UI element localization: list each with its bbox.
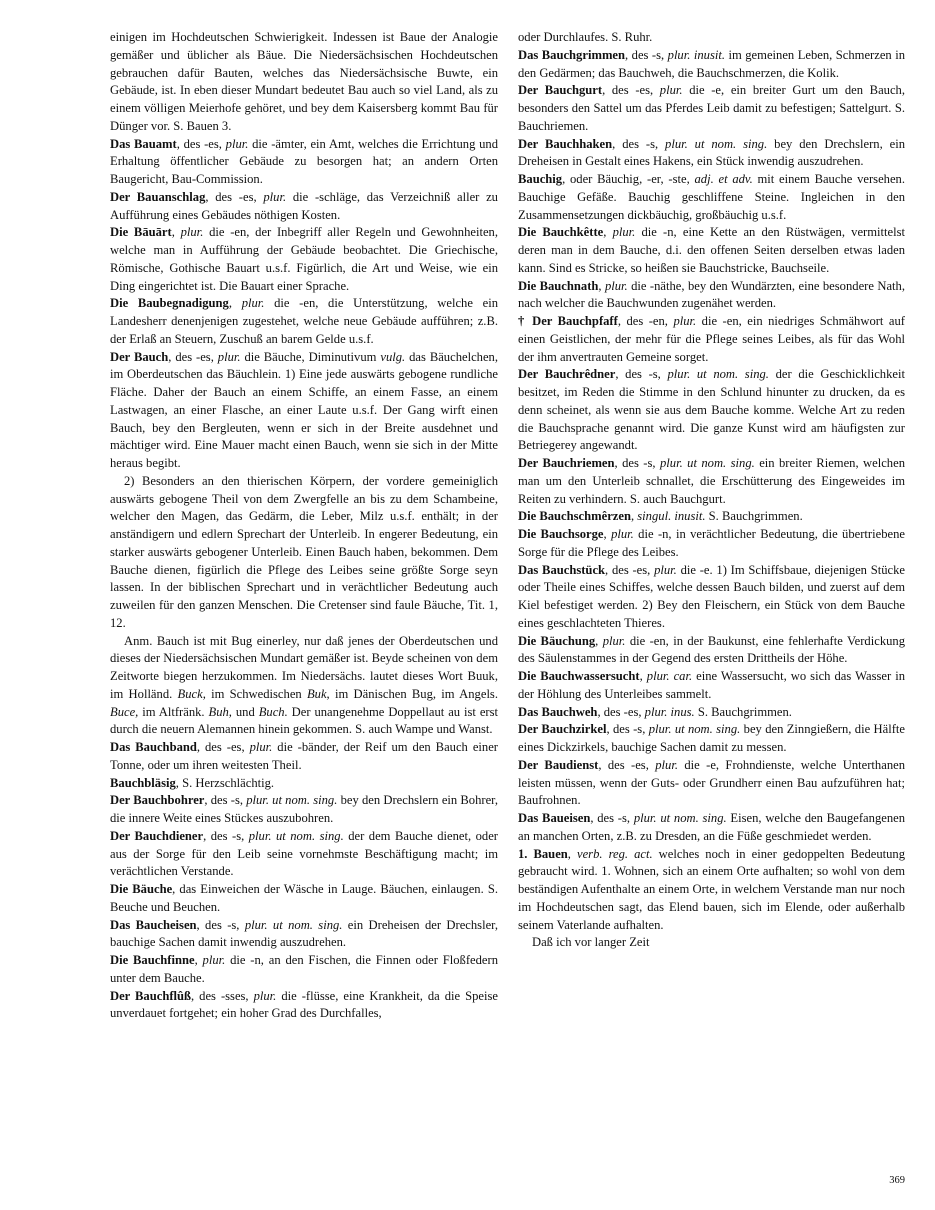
headword: Die Bäuche	[110, 882, 173, 896]
entry-text: , des -es,	[605, 562, 655, 577]
entry-text: , des -es,	[168, 349, 218, 364]
grammar-note: plur.	[612, 225, 636, 240]
entry-text: bey den Zinngießern, die Hälfte eines Dickzirkels, bauchige Sachen damit zu messen.	[518, 722, 905, 754]
dictionary-entry	[110, 29, 498, 136]
left-column	[110, 29, 498, 1023]
grammar-note: plur.	[611, 527, 634, 541]
dictionary-entry	[110, 189, 498, 225]
entry-text: , des -sses,	[191, 988, 254, 1003]
headword: Der Bauchbohrer	[110, 793, 205, 808]
entry-text: Anm. Bauch ist mit Bug einerley, nur daß jenes der Oberdeutschen und dieses der Niedersächsischen Mundart gemäßer ist. Beyde scheinen von dem Zeitworte biegen herzukommen. Im Niedersächs. lautet dieses Wort Buuk, im Holländ.	[110, 633, 498, 701]
grammar-note: plur.	[654, 562, 677, 577]
dictionary-entry	[110, 988, 498, 1024]
entry-text: ein breiter Riemen, welchen man um den Unterleib schnallet, die Erschütterung des Eingeweides im Reiten zu verhindern. S. auch Bauchgurt.	[518, 456, 905, 506]
entry-text: das Bäuchelchen, im Oberdeutschen das Bäuchlein. 1) Eine jede auswärts gebogene rundliche Fläche. Daher der Bauch an einem Schiffe, an einem Fasse, an einem Lastwagen, an einer Flasche, an einer Laute u.s.f. Der Gang wirft einen Bauch, bey den Bergleuten, wenn er sich in der Breite ausdehnet und mächtiger wird. Eine Mauer macht einen Bauch, wenn sie sich in der Mitte heraus begibt.	[110, 349, 498, 470]
entry-text: welches noch in einer gedoppelten Bedeutung gebraucht wird. 1. Wohnen, sich an einem Orte aufhalten; so wohl von dem beständigen Aufenthalte an einem Orte, in welchem Verstande man nur noch im Hochdeutschen sagt, das Elend bauen, sich im Elende, oder außerhalb seinem Vaterlande aufhalten.	[518, 846, 906, 932]
dictionary-entry	[518, 562, 905, 633]
entry-text: , das Einweichen der Wäsche in Lauge. Bäuchen, einlaugen. S. Beuche und Beuchen.	[110, 882, 498, 914]
grammar-note: plur. ut nom. sing.	[648, 722, 741, 737]
headword: Die Bauchsorge	[518, 527, 604, 541]
dictionary-entry	[110, 828, 498, 881]
grammar-note: Buk,	[306, 686, 330, 701]
entry-text: ,	[194, 953, 203, 967]
grammar-note: plur.	[202, 953, 226, 967]
headword: Das Bauchgrimmen	[518, 47, 626, 62]
grammar-note: vulg.	[380, 349, 406, 364]
entry-text: ,	[630, 509, 638, 524]
entry-text: die -ämter, ein Amt, welches die Errichtung und Erhaltung öffentlicher Gebäude zu besorgen hat; an andern Orten Baugericht, Bau-Commission.	[110, 136, 499, 186]
dictionary-entry	[518, 171, 905, 224]
grammar-note: Buce,	[110, 704, 139, 719]
entry-text: im gemeinen Leben, Schmerzen in den Gedärmen; das Bauchweh, die Bauchschmerzen, die Kolik.	[518, 47, 905, 80]
dictionary-entry	[110, 917, 498, 953]
entry-text: , des -es,	[205, 189, 264, 204]
headword: Der Bauanschlag	[110, 189, 206, 204]
entry-text: , des -s,	[203, 828, 249, 843]
dictionary-entry	[518, 704, 905, 722]
headword: Der Bauchhaken	[518, 136, 613, 151]
grammar-note: plur. ut nom. sing.	[665, 136, 768, 151]
entry-text: und	[231, 704, 259, 719]
entry-text: , des -s,	[196, 917, 245, 932]
entry-text: , des -es,	[598, 757, 656, 772]
dictionary-entry	[518, 668, 905, 704]
entry-text: S. Bauchgrimmen.	[705, 509, 803, 524]
dictionary-entry	[518, 366, 905, 455]
headword: Die Bauchkêtte	[518, 225, 604, 240]
headword: Der Baudienst	[518, 757, 599, 772]
entry-text: , des -s,	[606, 722, 649, 737]
entry-text: , des -es,	[196, 740, 250, 754]
dictionary-entry	[518, 846, 905, 935]
grammar-note: Buck,	[177, 686, 206, 701]
dictionary-entry	[518, 455, 905, 508]
entry-text: , des -s,	[612, 136, 666, 151]
entry-text: ein Dreheisen der Drechsler, bauchige Sachen damit inwendig auszudrehen.	[110, 917, 498, 950]
dictionary-entry	[518, 82, 905, 135]
dictionary-entry	[110, 739, 498, 775]
entry-text: ,	[639, 669, 647, 683]
headword: Der Bauchrêdner	[518, 367, 616, 382]
dictionary-entry	[110, 952, 498, 988]
grammar-note: plur.	[217, 349, 241, 364]
entry-text: ,	[603, 225, 613, 240]
grammar-note: plur.	[225, 136, 249, 151]
entry-text: die -n, eine Kette an den Rüstwägen, vermittelst deren man in dem Bauche, d.i. den offenen Seiten derselben etwas laden kann. Sind es Stricke, so heißen sie Bauchstricke, Bauchseile.	[518, 225, 906, 275]
grammar-note: plur.	[241, 296, 265, 311]
entry-text: ,	[171, 225, 181, 240]
dictionary-entry	[518, 526, 905, 562]
grammar-note: plur.	[655, 757, 678, 772]
entry-text: , des -en,	[617, 314, 674, 328]
entry-text: , des -s,	[590, 811, 634, 825]
grammar-note: plur. ut nom. sing.	[659, 456, 755, 470]
entry-text: ,	[595, 633, 603, 648]
grammar-note: plur. ut nom. sing.	[244, 917, 343, 932]
grammar-note: plur. inus.	[644, 704, 695, 719]
entry-text: Eisen, welche den Baugefangenen an manchen Orten, z.B. zu Dresden, an die Füße geschmiedet werden.	[518, 811, 906, 843]
entry-text: die -bänder, der Reif um den Bauch einer Tonne, oder um ihren weitesten Theil.	[110, 740, 498, 772]
grammar-note: plur.	[602, 633, 626, 648]
entry-text: , des -es,	[176, 136, 226, 151]
dictionary-entry	[518, 278, 905, 314]
dictionary-entry	[518, 633, 905, 669]
entry-text: bey den Drechslern ein Bohrer, die innere Weite eines Stückes auszubohren.	[110, 793, 499, 825]
entry-text: , des -s,	[204, 793, 247, 808]
right-column	[518, 29, 905, 952]
headword: † Der Bauchpfaff	[518, 314, 618, 328]
headword: Das Baucheisen	[110, 917, 197, 932]
dictionary-entry	[518, 224, 905, 277]
entry-text: die -en, ein niedriges Schmähwort auf einen Geistlichen, der mehr für die Pflege seines Leibes, als für das Wohl der ihm anvertrauten Gemeine sorget.	[518, 314, 905, 364]
headword: Die Bauchwassersucht	[518, 669, 640, 683]
headword: Der Bauch	[110, 349, 169, 364]
grammar-note: Buch.	[258, 704, 288, 719]
dictionary-entry	[110, 881, 498, 917]
headword: Der Bauchriemen	[518, 456, 615, 470]
headword: Das Baueisen	[518, 811, 591, 825]
headword: Das Bauchstück	[518, 562, 606, 577]
entry-text: eine Wassersucht, wo sich das Wasser in der Höhlung des Unterleibes sammelt.	[518, 669, 905, 701]
grammar-note: plur.	[263, 189, 287, 204]
grammar-note: plur. car.	[646, 669, 693, 683]
entry-text: die -en, der Inbegriff aller Regeln und Gewohnheiten, welche man in Aufführung der Gebäude beobachtet. Die Griechische, Römische, Gothische Bauart u.s.f. Figürlich, die Art und Weise, wie ein Ding eingerichtet ist. Die Bauart einer Sprache.	[110, 225, 498, 293]
headword: Die Bauchnath	[518, 278, 599, 293]
dictionary-entry	[518, 810, 905, 846]
entry-text: oder Durchlaufes. S. Ruhr.	[518, 30, 653, 44]
dictionary-entry	[110, 349, 498, 473]
dictionary-entry	[518, 47, 905, 83]
dictionary-entry	[110, 792, 498, 828]
entry-text: die -schläge, das Verzeichniß aller zu Aufführung eines Gebäudes nöthigen Kosten.	[110, 189, 498, 222]
headword: Die Bāuārt	[110, 225, 172, 240]
entry-text: mit einem Bauche versehen. Bauchige Gefäße. Bauchig geschliffene Steine. Ingleichen in den Zusammensetzungen dickbäuchig, großbäuchig u.s.f.	[518, 172, 905, 222]
entry-text: die Bäuche, Diminutivum	[240, 349, 381, 364]
dictionary-entry	[110, 136, 498, 189]
headword: Bauchbläsig	[110, 775, 176, 790]
grammar-note: plur. ut nom. sing.	[633, 811, 727, 825]
grammar-note: plur.	[673, 314, 697, 328]
headword: Das Bauchband	[110, 740, 197, 754]
entry-text: einigen im Hochdeutschen Schwierigkeit. Indessen ist Baue der Analogie gemäßer und üblicher als Bäue. Die Niedersächsischen Hochdeutschen gebrauchen dafür Bauten, welches das Niedersächsische Buwte, ein Gebäude, ist. In eben dieser Mundart bedeutet Bau auch so viel Land, als zu einem völligen Meierhofe gehöret, und bey dem Kaisersberg kommt Bau für Dünger vor. S. Bauen 3.	[110, 30, 498, 133]
entry-text: die -n, an den Fischen, die Finnen oder Floßfedern unter dem Bauche.	[110, 953, 499, 985]
grammar-note: plur. inusit.	[667, 47, 726, 62]
headword: Bauchig	[518, 172, 563, 186]
headword: Die Bäuchung	[518, 633, 596, 648]
entry-text: die -e. 1) Im Schiffsbaue, diejenigen Stücke oder Theile eines Schiffes, welche dessen Bauch bilden, und zuerst auf dem Kiel befestiget werden. 2) Bey den Fleischern, ein Stück von dem Bauche eines geschlachteten Thieres.	[518, 562, 905, 630]
entry-text: die -e, Frohndienste, welche Unterthanen leisten müssen, wenn der Guts- oder Grundherr einen Bau aufzuführen hat; Baufrohnen.	[518, 757, 906, 808]
dictionary-entry	[518, 508, 905, 526]
dictionary-entry	[518, 136, 905, 172]
grammar-note: plur.	[659, 83, 683, 98]
entry-text: der dem Bauche dienet, oder aus der Sorge für den Leib seine vornehmste Beschäftigung macht; im verächtlichen Verstande.	[110, 828, 498, 879]
headword: Das Bauamt	[110, 136, 177, 151]
dictionary-entry	[110, 224, 498, 295]
headword: Die Bauchfinne	[110, 953, 195, 967]
entry-text: , oder Bäuchig, -er, -ste,	[562, 172, 695, 186]
dictionary-entry	[518, 313, 905, 366]
grammar-note: adj. et adv.	[694, 172, 753, 186]
entry-text: im Schwedischen	[205, 686, 307, 701]
headword: Die Bauchschmêrzen	[518, 509, 631, 524]
entry-text: , des -es,	[602, 83, 660, 98]
entry-text: , des -s,	[615, 367, 668, 382]
grammar-note: plur. ut nom. sing.	[246, 793, 338, 808]
grammar-note: plur.	[249, 740, 273, 754]
entry-text: im Altfränk.	[138, 704, 209, 719]
headword: Das Bauchweh	[518, 704, 598, 719]
dictionary-entry	[518, 934, 905, 952]
entry-text: bey den Drechslern, ein Dreheisen in Gestalt eines Hakens, ein Stück inwendig auszudrehen.	[518, 136, 906, 169]
entry-text: S. Bauchgrimmen.	[694, 704, 792, 719]
entry-text: Daß ich vor langer Zeit	[532, 935, 650, 950]
entry-text: die -flüsse, eine Krankheit, da die Speise unverdauet fortgehet; ein hoher Grad des Durchfalles,	[110, 988, 498, 1021]
headword: 1. Bauen	[518, 846, 568, 861]
headword: Der Bauchflûß	[110, 988, 192, 1003]
grammar-note: plur. ut nom. sing.	[667, 367, 769, 382]
grammar-note: singul. inusit.	[637, 509, 706, 524]
headword: Die Baubegnadigung	[110, 296, 229, 311]
entry-text: die -n, in verächtlicher Bedeutung, die übertriebene Sorge für die Pflege des Leibes.	[518, 527, 905, 559]
entry-text: ,	[598, 278, 605, 293]
entry-text: die -en, die Unterstützung, welche ein Landesherr denenjenigen zugestehet, welche neue Gebäude aufführen; z.B. der Erlaß an Steuern, Zuschuß an barem Gelde u.s.f.	[110, 296, 499, 346]
dictionary-entry	[110, 775, 498, 793]
dictionary-entry	[110, 295, 498, 348]
dictionary-entry	[110, 633, 498, 740]
entry-text: Der unangenehme Doppellaut au ist erst durch die neuern Alemannen hinein gekommen. S. auch Wampe und Wanst.	[110, 704, 499, 737]
entry-text: ,	[228, 296, 242, 311]
grammar-note: plur. ut nom. sing.	[248, 828, 344, 843]
grammar-note: Buh,	[208, 704, 232, 719]
entry-text: die -e, ein breiter Gurt um den Bauch, besonders den Sattel um das Pferdes Leib damit zu befestigen; Sattelgurt. S. Bauchriemen.	[518, 83, 905, 133]
grammar-note: verb. reg. act.	[577, 846, 653, 861]
page-number: 369	[889, 1175, 905, 1186]
entry-text: ,	[603, 527, 612, 541]
entry-text: die -näthe, bey den Wundärzten, eine besondere Nath, nach welcher die Bauchwunden zugenähet werden.	[518, 278, 905, 311]
entry-text: die -en, in der Baukunst, eine fehlerhafte Verdickung des Säulenstammes in der Gegend des ersten Drittheils der Höhe.	[518, 633, 906, 666]
headword: Der Bauchzirkel	[518, 722, 607, 737]
entry-text: , des -s,	[625, 47, 668, 62]
dictionary-entry	[518, 757, 905, 810]
entry-text: im Dänischen Bug, im Angels.	[329, 686, 498, 701]
headword: Der Bauchdiener	[110, 828, 204, 843]
dictionary-entry	[110, 473, 498, 633]
dictionary-entry	[518, 721, 905, 757]
entry-text: , des -s,	[614, 456, 660, 470]
entry-text: 2) Besonders an den thierischen Körpern, der vordere gemeiniglich auswärts gebogene Theil von dem Zwergfelle an bis zu dem Schambeine, welcher den Magen, das Gedärm, die Leber, Milz u.s.f. enthält; in der anständigern und edlern Sprechart der Unterleib. In engerer Bedeutung, ein starker auswärts gebogener Unterleib. Einen Bauch haben, bekommen. Dem Bauche dienen, figürlich die Pflege des Leibes seine größte Sorge seyn lassen. In der biblischen Sprechart und in verächtlicher Bedeutung auch zuweilen für den ganzen Menschen. Die Cretenser sind faule Bäuche, Tit. 1, 12.	[110, 473, 498, 630]
entry-text: , S. Herzschlächtig.	[175, 775, 275, 790]
entry-text: , des -es,	[597, 704, 645, 719]
dictionary-entry	[518, 29, 905, 47]
grammar-note: plur.	[604, 278, 628, 293]
grammar-note: plur.	[180, 225, 204, 240]
entry-text: der die Geschicklichkeit besitzet, im Reden die Stimme in den Schlund hinunter zu drucken, da es denn scheinet, als wenn sie aus dem Bauche komme. Welche Art zu reden die Bauchsprache genannt wird. Die ganze Kunst wird am häufigsten zur Betriegerey angewandt.	[518, 367, 905, 453]
entry-text: ,	[567, 846, 577, 861]
headword: Der Bauchgurt	[518, 83, 603, 98]
grammar-note: plur.	[253, 988, 277, 1003]
